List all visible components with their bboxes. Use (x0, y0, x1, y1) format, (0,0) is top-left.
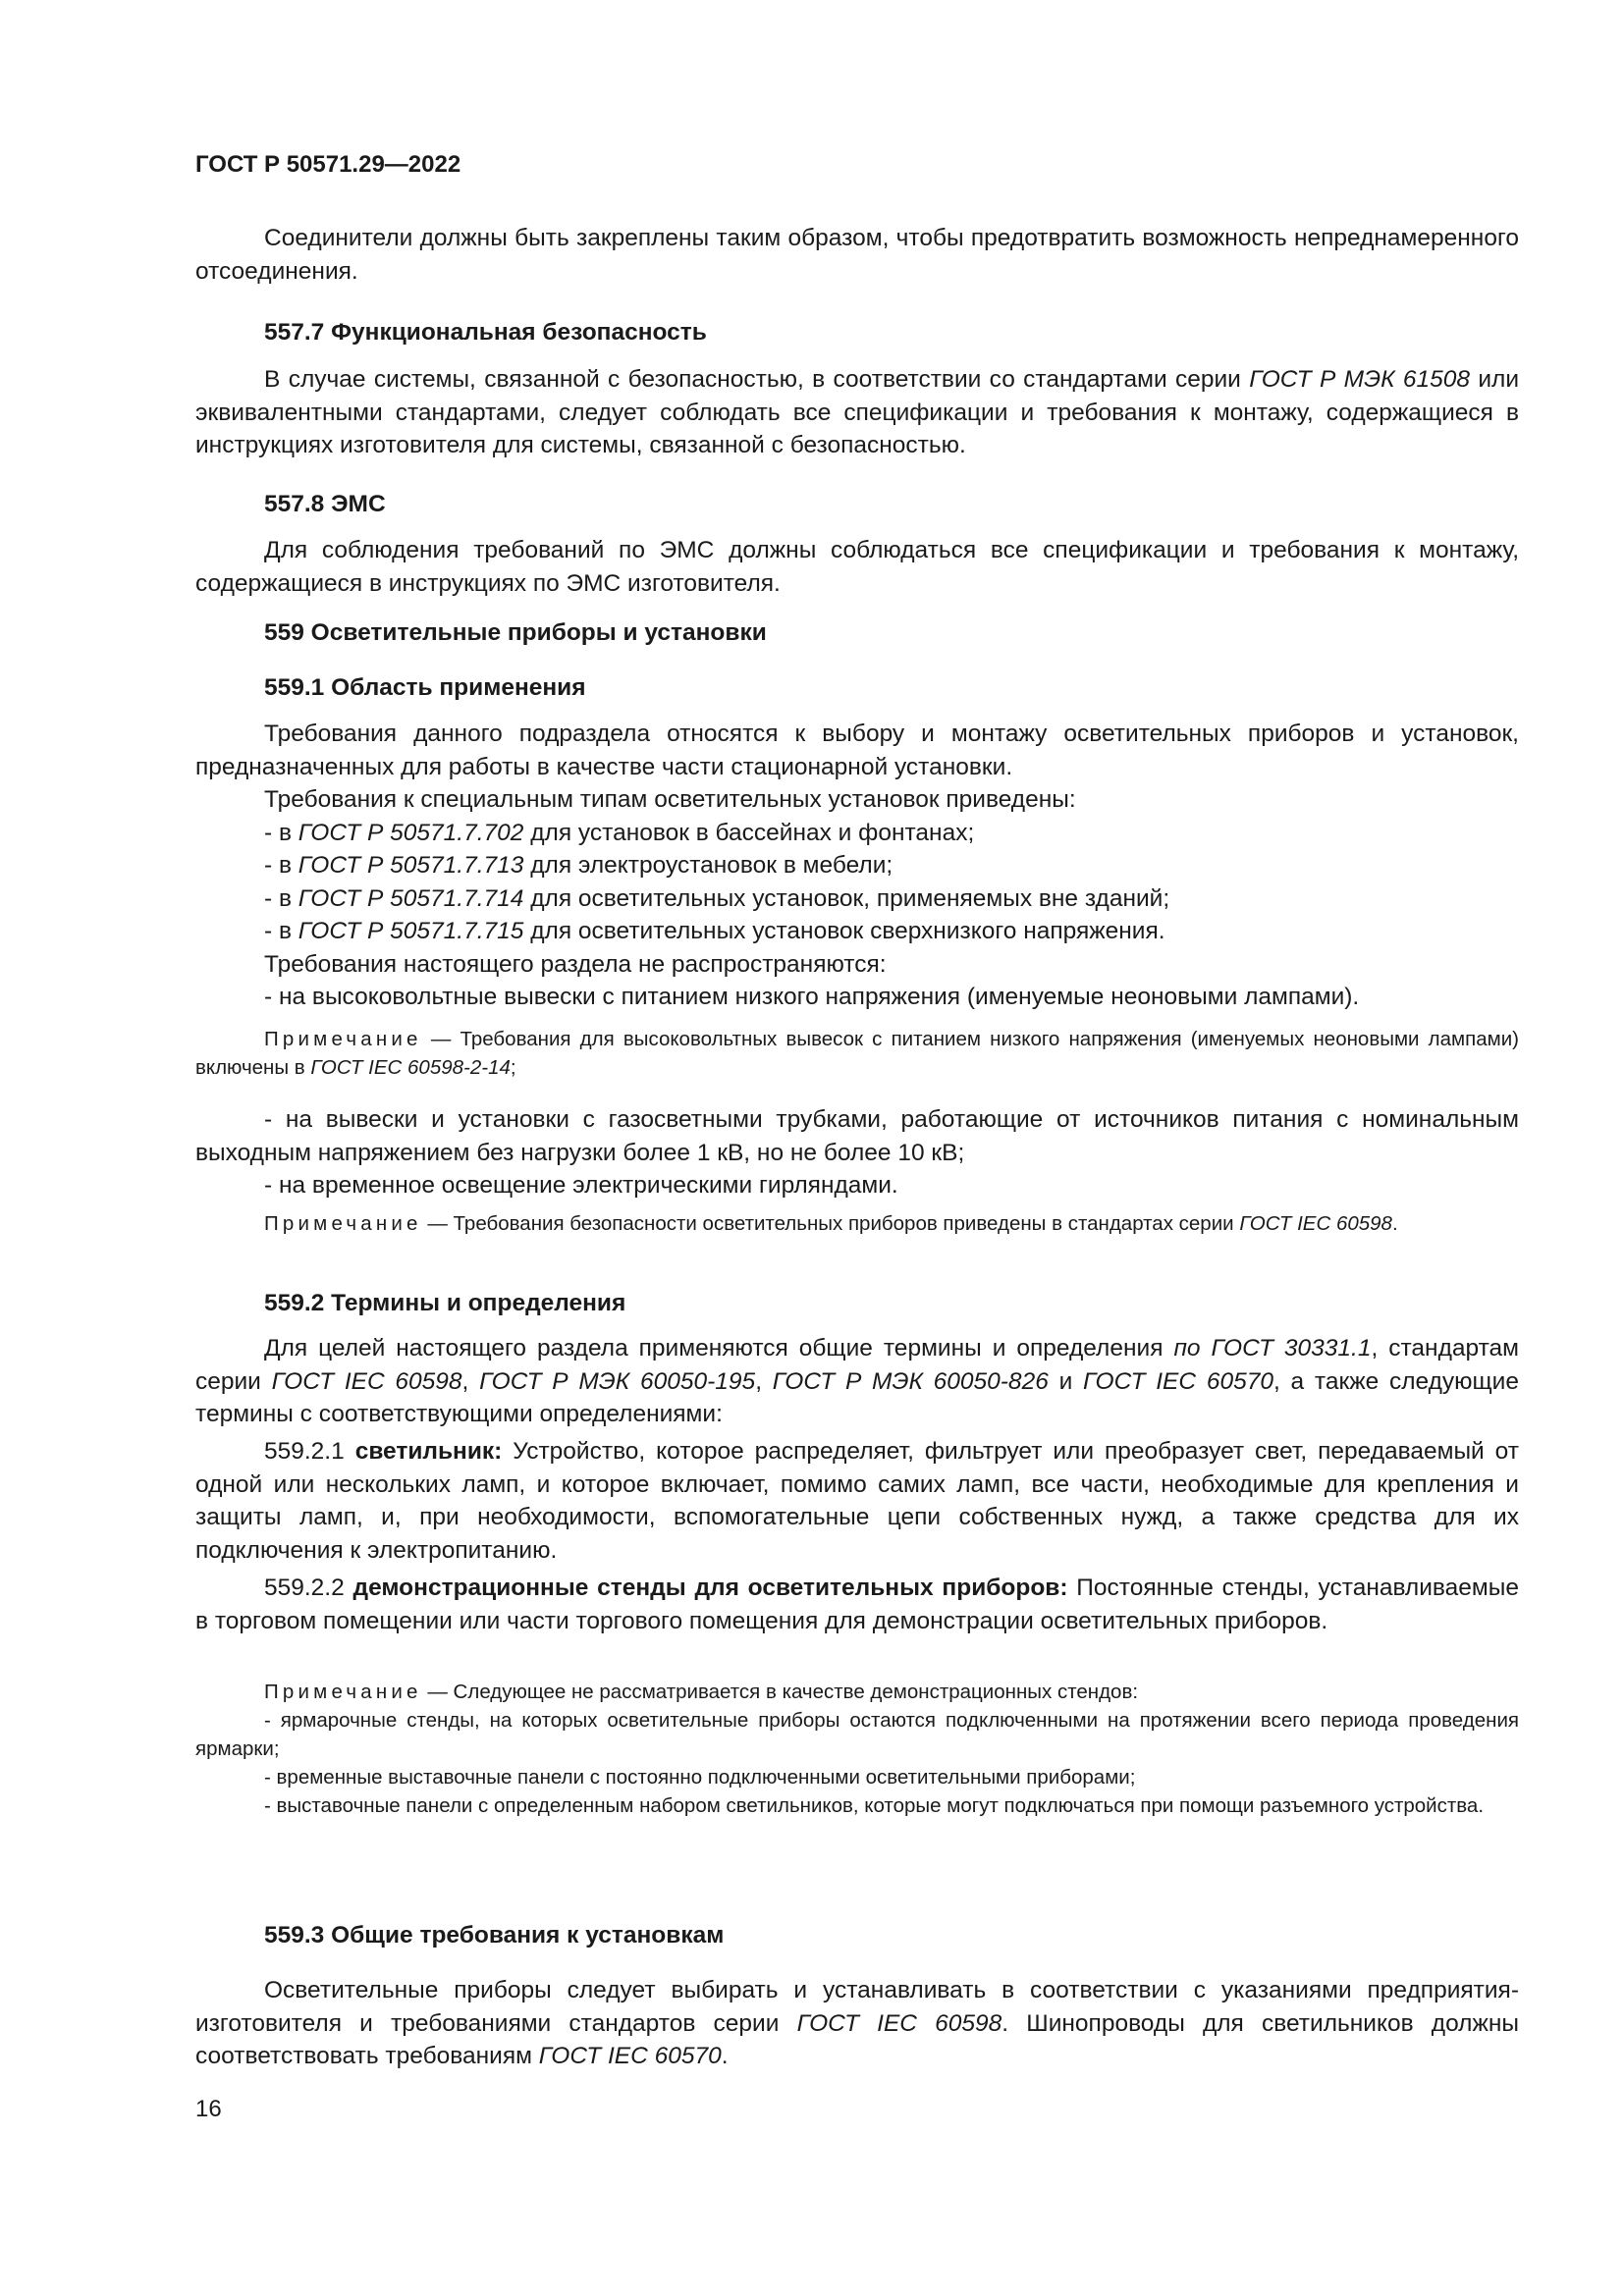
doc-reference: ГОСТ IEC 60598 (271, 1367, 462, 1395)
term-559-2-1: 559.2.1 светильник: Устройство, которое распределяет, фильтрует или преобразует свет, передаваемый от одной или нескольких ламп, и которое включает, помимо самих ламп, все части, необходимые для крепления и защиты ламп, и, при необходимости, вспомогательные цепи собственных нужд, а также средства для их подключения к электропитанию. (195, 1438, 1519, 1564)
section-559-3-paragraph: Осветительные приборы следует выбирать и устанавливать в соответствии с указаниями предприятия-изготовителя и требованиями стандартов серии ГОСТ IEC 60598. Шинопроводы для светильников должны соответствовать требованиям ГОСТ IEC 60570. (195, 1977, 1519, 2069)
doc-reference: ГОСТ IEC 60570 (1083, 1367, 1273, 1395)
list-item: - в ГОСТ Р 50571.7.713 для электроустановок в мебели; (264, 852, 893, 879)
section-559-3-title: 559.3 Общие требования к установкам (264, 1922, 725, 1949)
section-557-7-title: 557.7 Функциональная безопасность (264, 319, 707, 346)
note-1: Примечание — Требования для высоковольтных вывесок с питанием низкого напряжения (именуемых неоновыми лампами) включены в ГОСТ IEC 60598-2-14; (195, 1028, 1519, 1079)
doc-reference: ГОСТ IEC 60598-2-14 (310, 1056, 511, 1079)
list-item: - в ГОСТ Р 50571.7.715 для осветительных установок сверхнизкого напряжения. (264, 918, 1165, 944)
list-item: - в ГОСТ Р 50571.7.714 для осветительных установок, применяемых вне зданий; (264, 884, 1170, 912)
note-3 (195, 1678, 1519, 1820)
note-label: Примечание (264, 1681, 422, 1703)
section-559-1-title: 559.1 Область применения (264, 674, 586, 701)
term-label: светильник: (354, 1438, 503, 1465)
document-header: ГОСТ Р 50571.29—2022 (195, 151, 461, 178)
doc-reference: ГОСТ IEC 60598 (796, 2009, 1002, 2037)
term-559-2-2: 559.2.2 демонстрационные стенды для осветительных приборов: Постоянные стенды, устанавливаемые в торговом помещении или части торгового помещения для демонстрации осветительных приборов. (195, 1575, 1519, 1634)
section-559-2-title: 559.2 Термины и определения (264, 1290, 626, 1316)
doc-reference: ГОСТ IEC 60570 (538, 2043, 722, 2069)
section-559-1-body (195, 718, 1519, 1014)
scope-paragraph: Требования данного подраздела относятся к выбору и монтажу осветительных приборов и установок, предназначенных для работы в качестве части стационарной установки. (195, 721, 1519, 780)
exclusions-intro: Требования настоящего раздела не распространяются: (264, 950, 887, 978)
term-label: демонстрационные стенды для осветительных приборов: (352, 1575, 1068, 1601)
section-557-7-paragraph: В случае системы, связанной с безопасностью, в соответствии со стандартами серии ГОСТ Р МЭК 61508 или эквивалентными стандартами, следует соблюдать все спецификации и требования к монтажу, содержащиеся в инструкциях изготовителя для системы, связанной с безопасностью. (195, 366, 1519, 458)
note-list-item: - ярмарочные стенды, на которых осветительные приборы остаются подключенными на протяжении всего периода проведения ярмарки; (195, 1709, 1519, 1760)
doc-reference: ГОСТ Р 50571.7.715 (298, 918, 524, 944)
doc-reference: ГОСТ Р 50571.7.714 (298, 884, 524, 912)
note-label: Примечание (264, 1028, 422, 1050)
exclusion-item: - на вывески и установки с газосветными трубками, работающие от источников питания с номинальным выходным напряжением без нагрузки более 1 кВ, но не более 10 кВ; (195, 1106, 1519, 1166)
note-list-item: - временные выставочные панели с постоянно подключенными осветительными приборами; (264, 1766, 1136, 1789)
section-559-2-paragraph: Для целей настоящего раздела применяются общие термины и определения по ГОСТ 30331.1, стандартам серии ГОСТ IEC 60598, ГОСТ Р МЭК 60050-195, ГОСТ Р МЭК 60050-826 и ГОСТ IEC 60570, а также следующие термины с соответствующими определениями: (195, 1335, 1520, 1427)
note-2: Примечание — Требования безопасности осветительных приборов приведены в стандартах серии ГОСТ IEC 60598. (264, 1212, 1398, 1235)
exclusions-continued (195, 1103, 1519, 1202)
exclusion-item: - на высоковольтные вывески с питанием низкого напряжения (именуемые неоновыми лампами). (264, 984, 1360, 1010)
intro-paragraph: Соединители должны быть закреплены таким образом, чтобы предотвратить возможность непреднамеренного отсоединения. (195, 225, 1519, 285)
note-label: Примечание (264, 1212, 422, 1235)
page-number: 16 (195, 2096, 222, 2122)
section-557-8-paragraph: Для соблюдения требований по ЭМС должны соблюдаться все спецификации и требования к монтажу, содержащиеся в инструкциях по ЭМС изготовителя. (195, 537, 1519, 597)
section-557-8-title: 557.8 ЭМС (264, 491, 386, 517)
exclusion-item: - на временное освещение электрическими гирляндами. (264, 1172, 898, 1199)
scope-list-intro: Требования к специальным типам осветительных установок приведены: (264, 786, 1076, 813)
doc-reference: ГОСТ Р 50571.7.713 (298, 852, 524, 879)
note-3-intro: Примечание — Следующее не рассматривается в качестве демонстрационных стендов: (264, 1681, 1139, 1703)
doc-reference: ГОСТ Р МЭК 61508 (1249, 366, 1470, 393)
doc-reference: ГОСТ Р 50571.7.702 (298, 819, 524, 846)
doc-reference: ГОСТ Р МЭК 60050-826 (772, 1367, 1049, 1395)
note-list-item: - выставочные панели с определенным набором светильников, которые могут подключаться при помощи разъемного устройства. (264, 1794, 1485, 1817)
list-item: - в ГОСТ Р 50571.7.702 для установок в бассейнах и фонтанах; (264, 819, 975, 846)
section-559-title: 559 Осветительные приборы и установки (264, 619, 767, 646)
doc-reference: по ГОСТ 30331.1 (1173, 1335, 1372, 1362)
doc-reference: ГОСТ Р МЭК 60050-195 (479, 1367, 756, 1395)
doc-reference: ГОСТ IEC 60598 (1239, 1212, 1392, 1235)
